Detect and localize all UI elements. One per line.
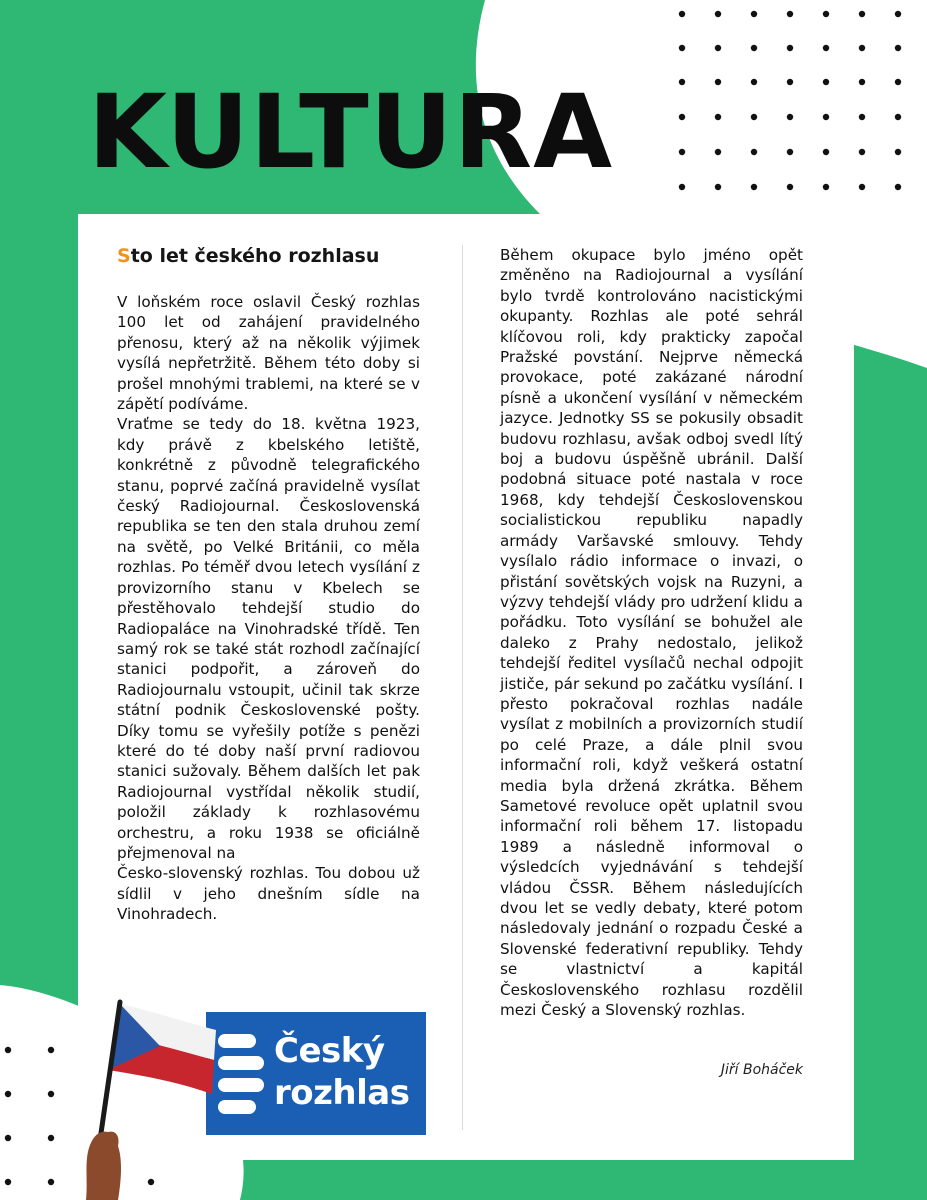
right-column-text: Během okupace bylo jméno opět změněno na Radiojournal a vysílání bylo tvrdě kontrolováno nacistickými okupanty. Rozhlas ale poté sehrál klíčovou roli, kdy prakticky započal Pražské povstání. Nejprve německá provokace, poté zakázané národní písně a ukončení vysílání v německém jazyce. Jednotky SS se pokusily obsadit budovu rozhlasu, avšak odboj svedl lítý boj a budovu úspěšně ubránil. Další podobná situace poté nastala v roce 1968, kdy tehdejší Československou socialistickou republiku napadly armády Varšavské smlouvy. Tehdy vysílalo rádio informace o invazi, o přistání sovětských vojsk na Ruzyni, a výzvy tehdejší vlády pro udržení klidu a pořádku. Toto vysílání se bohužel ale daleko z Prahy nedostalo, jelikož tehdejší ředitel vysílačů nechal odpojit jističe, pár sekund po začátku vysílání. I přesto pokračoval rozhlas nadále vysílat z mobilních a provizorních studií po celé Praze, a dále plnil svou informační roli, když veškerá ostatní media byla držená zkrátka. Během Sametové revoluce opět uplatnil svou informační roli během 17. listopadu 1989 a následně informoval o výsledcích vyjednávání s tehdejší vládou ČSSR. Během následujících dvou let se vedly debaty, které potom následovaly jednání o rozpadu České a Slovenské federativní republiky. Tehdy se vlastnictví a kapitál Československého rozhlasu rozdělil mezi Český a Slovenský rozhlas. (500, 246, 803, 1020)
title-rest: to let českého rozhlasu (130, 245, 380, 267)
article-author: Jiří Boháček (720, 1062, 803, 1078)
article-left-column (117, 292, 420, 925)
cesky-rozhlas-logo (206, 1012, 426, 1135)
czech-flag-icon (78, 990, 228, 1200)
article-right-column (500, 245, 803, 1020)
hand-icon (86, 1132, 121, 1200)
page-headline: KULTURA (88, 73, 614, 192)
logo-line2: rozhlas (274, 1073, 410, 1113)
logo-text (274, 1030, 409, 1114)
title-initial: S (117, 245, 131, 267)
article-title (117, 245, 379, 267)
left-column-text: V loňském roce oslavil Český rozhlas 100 let od zahájení pravidelného přenosu, který až na několik výjimek vysílá nepřetržitě. Během této doby si prošel mnohými trablemi, na které se v zápětí podíváme. Vraťme se tedy do 18. května 1923, kdy právě z kbelského letiště, konkrétně z původně telegrafického stanu, poprvé začíná pravidelně vysílat český Radiojournal. Československá republika se ten den stala druhou zemí na světě, po Velké Británii, co měla rozhlas. Po téměř dvou letech vysílání z provizorního stanu v Kbelech se přestěhovalo tehdejší studio do Radiopaláce na Vinohradské třídě. Ten samý rok se také stát rozhodl začínající stanici podpořit, a zároveň do Radiojournalu vstoupit, učinil tak skrze státní podnik Československé pošty. Díky tomu se vyřešily potíže s penězi které do té doby naší první radiovou stanici sužovaly. Během dalších let pak Radiojournal vystřídal několik studií, položil základy k rozhlasovému orchestru, a roku 1938 se oficiálně přejmenoval na Česko-slovenský rozhlas. Tou dobou už sídlil v jeho dnešním sídle na Vinohradech. (117, 293, 420, 924)
column-divider (462, 245, 463, 1130)
logo-line1: Český (274, 1031, 385, 1071)
